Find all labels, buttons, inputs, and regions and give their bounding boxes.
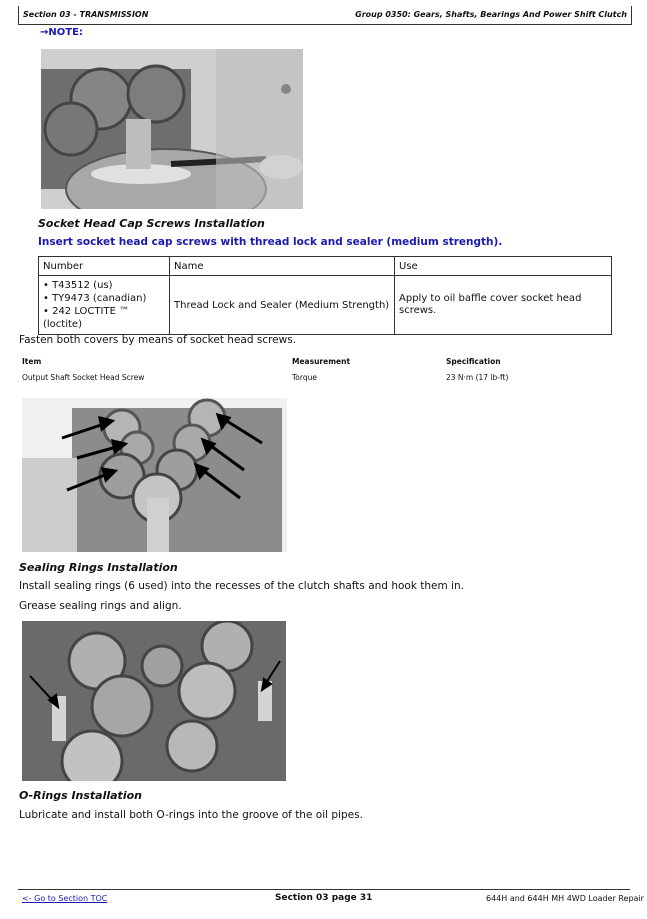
spec-header-item: Item [22,357,42,366]
spec-header-specification: Specification [446,357,501,366]
sealing-line-2: Grease sealing rings and align. [19,600,182,612]
oil-pipes-photo [22,621,286,781]
spec-item: Output Shaft Socket Head Screw [22,373,145,382]
gear-housing-arrows-photo [22,398,287,552]
spec-header-measurement: Measurement [292,357,351,366]
go-to-section-toc-link[interactable]: <- Go to Section TOC [22,894,108,903]
socket-section-title: Socket Head Cap Screws Installation [38,217,265,230]
col-use: Use [395,257,612,276]
page-header [18,6,632,25]
table-header-row [39,257,612,276]
note-label: →NOTE: [40,27,83,38]
group-title: Group 0350: Gears, Shafts, Bearings And Power Shift Clutch [355,10,627,19]
orings-section-title: O-Rings Installation [19,789,142,802]
torque-wrench-illustration [41,49,303,209]
part-number: • T43512 (us) [43,280,113,291]
parts-table [38,256,612,335]
spec-value: 23 N·m (17 lb-ft) [446,373,509,382]
part-number: • TY9473 (canadian) [43,293,147,304]
part-numbers [39,276,170,335]
socket-instruction: Insert socket head cap screws with thread lock and sealer (medium strength). [38,236,503,248]
footer-divider [18,889,630,890]
part-number: • 242 LOCTITE ™ (loctite) [43,306,130,330]
col-number: Number [39,257,170,276]
gear-housing-illustration [22,398,287,552]
table-row [39,276,612,335]
oil-pipes-illustration [22,621,286,781]
part-use: Apply to oil baffle cover socket head screws. [395,276,612,335]
section-title: Section 03 - TRANSMISSION [23,10,149,19]
torque-wrench-photo [41,49,303,209]
fasten-text: Fasten both covers by means of socket head screws. [19,334,297,346]
page-number: Section 03 page 31 [275,893,373,903]
spec-measurement: Torque [292,373,317,382]
sealing-line-1: Install sealing rings (6 used) into the recesses of the clutch shafts and hook them in. [19,580,464,592]
sealing-section-title: Sealing Rings Installation [19,561,178,574]
manual-title: 644H and 644H MH 4WD Loader Repair [486,894,644,903]
orings-line-1: Lubricate and install both O-rings into the groove of the oil pipes. [19,809,363,821]
part-name: Thread Lock and Sealer (Medium Strength) [170,276,395,335]
col-name: Name [170,257,395,276]
